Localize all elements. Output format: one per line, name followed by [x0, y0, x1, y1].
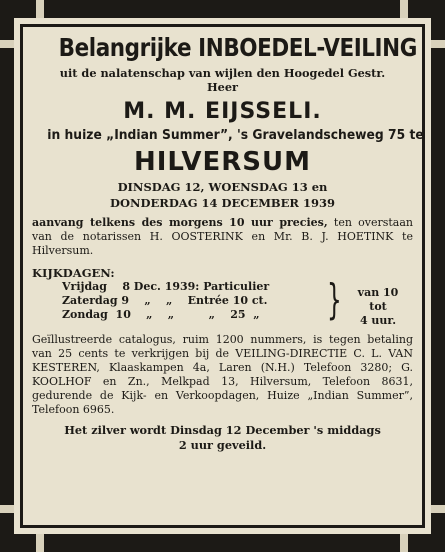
start-paragraph	[32, 216, 413, 258]
border-gap	[431, 40, 445, 48]
owner-name: M. M. EIJSSELI.	[123, 99, 322, 124]
border-gap	[400, 534, 408, 552]
closing-line-1: Het zilver wordt Dinsdag 12 December 's middags	[64, 423, 381, 437]
headline: Belangrijke INBOEDEL-VEILING	[58, 33, 417, 62]
border-gap	[36, 534, 44, 552]
viewing-hours-line-2: 4 uur.	[359, 314, 397, 327]
border-gap	[431, 505, 445, 513]
border-gap	[36, 0, 44, 18]
viewing-row: Zondag 10 „ „ „ 25 „	[62, 308, 260, 321]
advertisement	[32, 30, 424, 453]
border-gap	[400, 0, 408, 18]
start-time: aanvang telkens des morgens 10 uur precies,	[32, 216, 328, 229]
viewing-row: Zaterdag 9 „ „ Entrée 10 ct.	[62, 294, 268, 307]
dates-line-2: DONDERDAG 14 DECEMBER 1939	[110, 196, 335, 210]
border-gap	[0, 505, 14, 513]
estate-line: uit de nalatenschap van wijlen den Hoogedel Gestr.	[59, 66, 386, 80]
notaries: ten overstaan van de notarissen H. OOSTERINK en Mr. B. J. HOETINK te Hilversum.	[32, 216, 414, 257]
viewing-hours-line-1: van 10 tot	[357, 286, 399, 313]
brace: }	[327, 275, 342, 324]
border-gap	[0, 40, 14, 48]
viewing-schedule	[32, 275, 413, 328]
viewing-heading: KIJKDAGEN:	[32, 266, 115, 280]
closing-line-2: 2 uur geveild.	[178, 438, 267, 452]
title-line: Heer	[206, 80, 238, 94]
catalog-paragraph: Geïllustreerde catalogus, ruim 1200 nummers, is tegen betaling van 25 cents te verkrijgen bij de VEILING-DIRECTIE C. L. VAN KESTEREN, Klaaskampen 4a, Laren (N.H.) Telefoon 3280; G. KOOLHOF en Zn., Melkpad 13, Hilversum, Telefoon 8631, gedurende de Kijk- en Verkoopdagen, Huize „Indian Summer”, Telefoon 6965.	[32, 333, 413, 416]
location-line: in huize „Indian Summer”, 's Gravelandscheweg 75 te	[47, 128, 424, 143]
viewing-hours	[348, 286, 408, 328]
dates-line-1: DINSDAG 12, WOENSDAG 13 en	[117, 180, 328, 194]
city: HILVERSUM	[133, 147, 312, 177]
viewing-row: Vrijdag 8 Dec. 1939: Particulier	[62, 280, 270, 293]
